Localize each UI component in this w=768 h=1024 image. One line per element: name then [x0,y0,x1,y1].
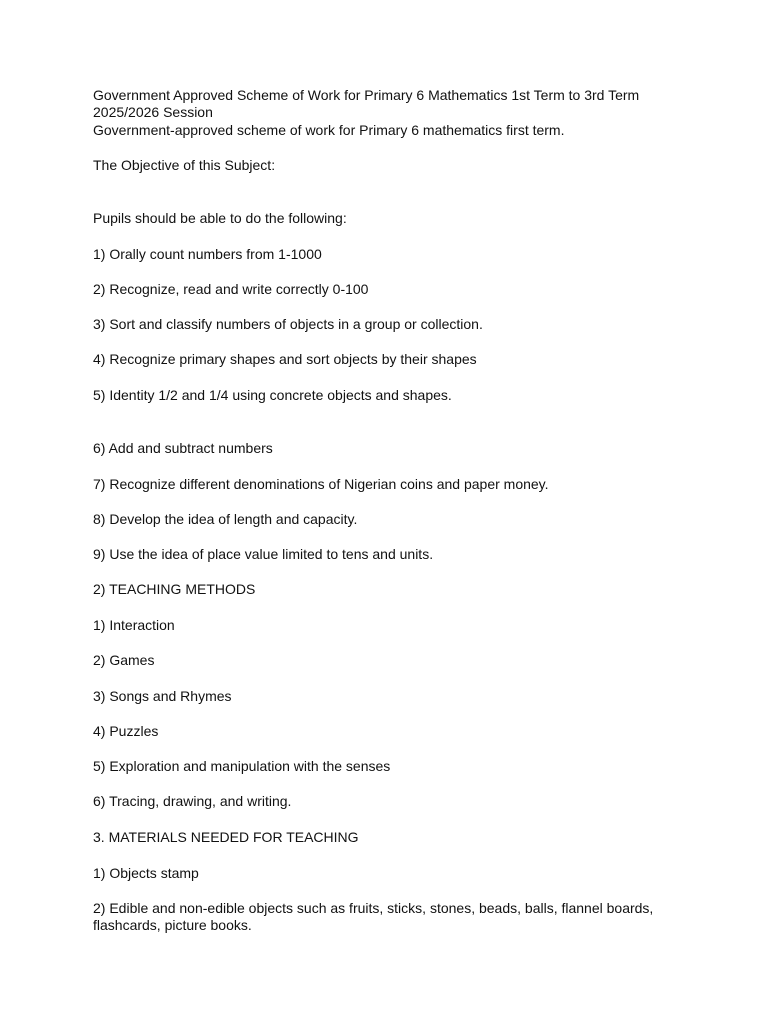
document-title: Government Approved Scheme of Work for Primary 6 Mathematics 1st Term to 3rd Term 2025/2026 Session [93,87,640,120]
objective-item: 9) Use the idea of place value limited to tens and units. [93,546,434,562]
objective-item: 4) Recognize primary shapes and sort objects by their shapes [93,351,477,367]
document-subtitle: Government-approved scheme of work for Primary 6 mathematics first term. [93,122,565,138]
teaching-method-item: 2) Games [93,652,155,668]
objective-item: 8) Develop the idea of length and capacity. [93,511,358,527]
objective-item: 2) Recognize, read and write correctly 0-100 [93,281,369,297]
objective-item: 3) Sort and classify numbers of objects in a group or collection. [93,316,483,332]
material-item: 1) Objects stamp [93,865,199,881]
teaching-method-item: 5) Exploration and manipulation with the senses [93,758,391,774]
teaching-method-item: 1) Interaction [93,617,175,633]
objective-item: 1) Orally count numbers from 1-1000 [93,246,322,262]
objective-heading: The Objective of this Subject: [93,157,276,173]
objective-item: 6) Add and subtract numbers [93,440,273,456]
teaching-methods-heading: 2) TEACHING METHODS [93,581,256,597]
material-item: 2) Edible and non-edible objects such as fruits, sticks, stones, beads, balls, flannel boards, flashcards, picture books. [93,900,654,933]
objective-item: 5) Identity 1/2 and 1/4 using concrete objects and shapes. [93,387,452,403]
teaching-method-item: 6) Tracing, drawing, and writing. [93,793,292,809]
teaching-method-item: 3) Songs and Rhymes [93,688,232,704]
materials-heading: 3. MATERIALS NEEDED FOR TEACHING [93,829,359,845]
teaching-method-item: 4) Puzzles [93,723,159,739]
objective-intro: Pupils should be able to do the following: [93,210,347,226]
objective-item: 7) Recognize different denominations of Nigerian coins and paper money. [93,476,549,492]
